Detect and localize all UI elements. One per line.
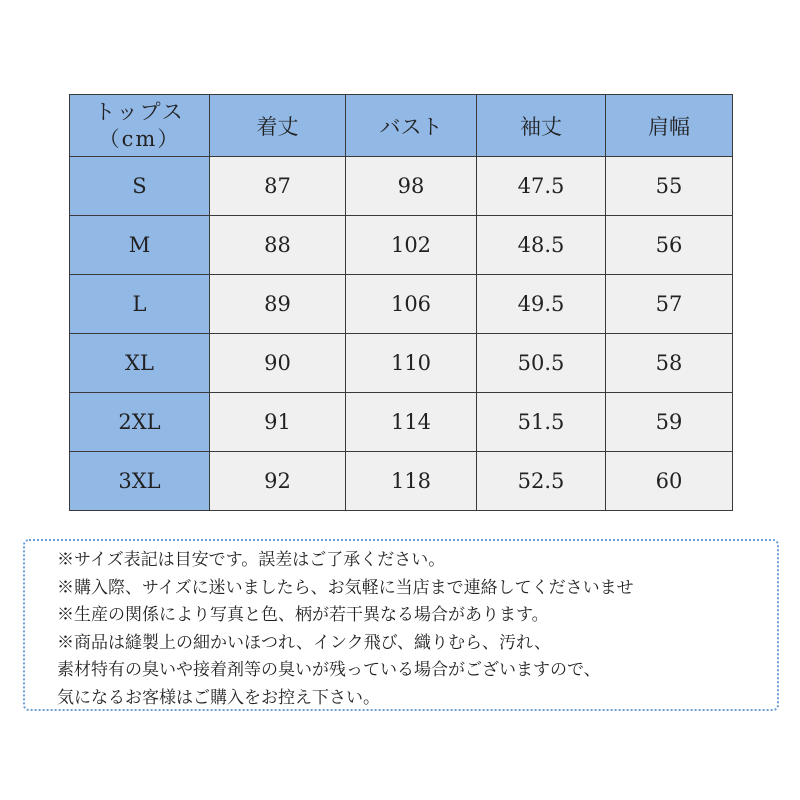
cell-bust: 98 [346,157,477,216]
cell-sleeve: 47.5 [477,157,606,216]
cell-shoulder: 56 [606,216,733,275]
row-size-label: XL [70,334,210,393]
row-size-label: L [70,275,210,334]
size-chart-table [69,94,733,511]
table-row [70,393,733,452]
header-sleeve: 袖丈 [477,95,606,157]
note-line: ※サイズ表記は目安です。誤差はご了承ください。 [57,550,446,570]
note-line: 素材特有の臭いや接着剤等の臭いが残っている場合がございますので、 [57,660,601,680]
header-bust: バスト [346,95,477,157]
row-size-label: M [70,216,210,275]
cell-length: 90 [210,334,346,393]
row-size-label: 2XL [70,393,210,452]
corner-title: トップス [94,99,185,124]
table-row [70,216,733,275]
cell-length: 92 [210,452,346,511]
cell-shoulder: 60 [606,452,733,511]
cell-length: 87 [210,157,346,216]
cell-length: 88 [210,216,346,275]
cell-shoulder: 58 [606,334,733,393]
cell-bust: 118 [346,452,477,511]
header-shoulder: 肩幅 [606,95,733,157]
header-length: 着丈 [210,95,346,157]
cell-bust: 102 [346,216,477,275]
table-header-row [70,95,733,157]
table-row [70,452,733,511]
cell-sleeve: 52.5 [477,452,606,511]
cell-shoulder: 55 [606,157,733,216]
cell-shoulder: 59 [606,393,733,452]
cell-sleeve: 49.5 [477,275,606,334]
cell-shoulder: 57 [606,275,733,334]
cell-bust: 110 [346,334,477,393]
cell-bust: 106 [346,275,477,334]
corner-unit: （cm） [98,126,181,151]
table-corner-label [70,95,210,157]
cell-bust: 114 [346,393,477,452]
cell-sleeve: 48.5 [477,216,606,275]
note-line: ※生産の関係により写真と色、柄が若干異なる場合があります。 [57,605,549,625]
table-row [70,334,733,393]
row-size-label: S [70,157,210,216]
note-line: ※購入際、サイズに迷いましたら、お気軽に当店まで連絡してくださいませ [57,577,634,598]
note-line: 気になるお客様はご購入をお控え下さい。 [57,687,380,708]
cell-length: 89 [210,275,346,334]
cell-length: 91 [210,393,346,452]
row-size-label: 3XL [70,452,210,511]
table-row [70,157,733,216]
notes-box [23,539,779,711]
cell-sleeve: 50.5 [477,334,606,393]
table-row [70,275,733,334]
cell-sleeve: 51.5 [477,393,606,452]
note-line: ※商品は縫製上の細かいほつれ、インク飛び、織りむら、汚れ、 [57,632,552,653]
